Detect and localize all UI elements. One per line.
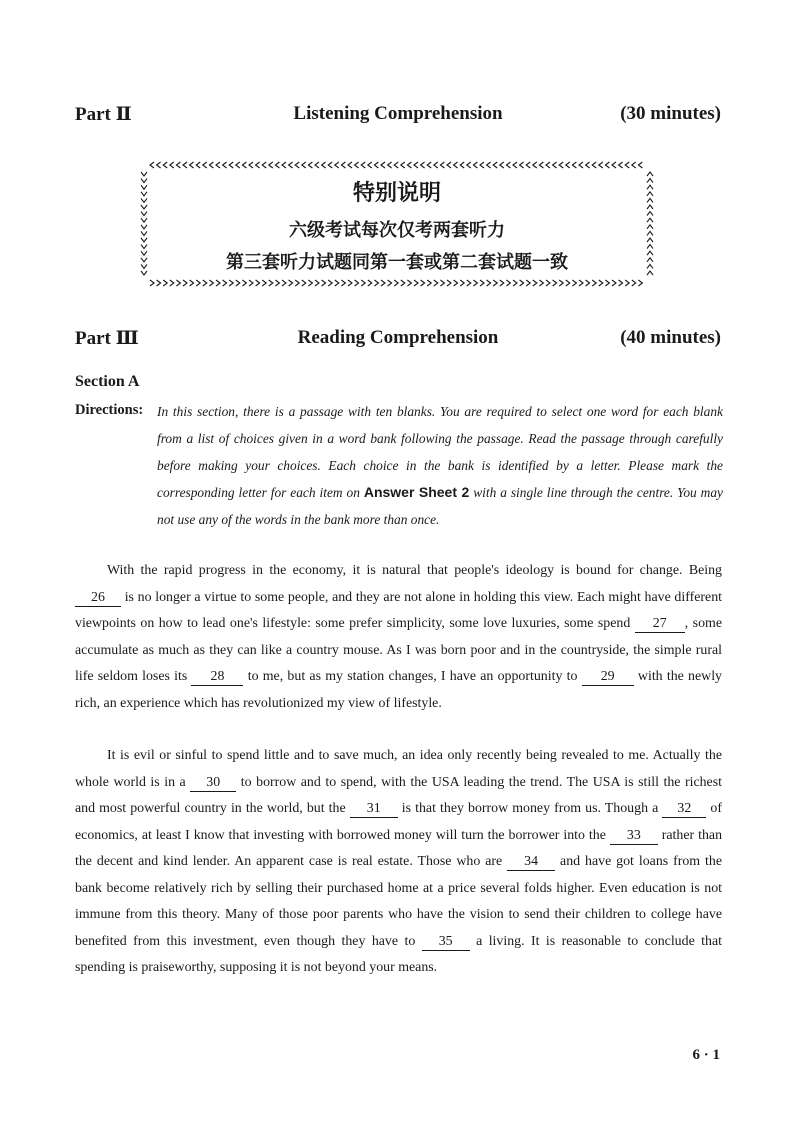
directions-text (157, 399, 723, 534)
p1-text-4: with the newly rich, an experience which has revolutionized my view of lifestyle. (75, 669, 723, 711)
p2-text-5: and have got loans from the bank become relatively rich by selling their purchased home at a price several folds higher. Even education is not immune from this theory. Many of those poor parents who have the vision to send their children to college have benefited from this investment, even though they have to (75, 854, 723, 949)
part-2-label: Part Ⅱ (75, 104, 132, 125)
p1-text-3: to me, but as my station changes, I have an opportunity to (243, 669, 582, 684)
part-2-header (75, 103, 721, 131)
directions-text-1: In this section, there is a passage with ten blanks. You are required to select one word for each blank from a list of choices given in a word bank following the passage. Read the passage through carefully before making your choices. Each choice in the bank is identified by a letter. Please mark the corresponding letter for each item on (157, 404, 723, 501)
passage-paragraph-2 (75, 743, 722, 982)
blank-34: 34 (507, 853, 555, 871)
directions-text-2: with a single line through the centre. You may not use any of the words in the bank more than once. (157, 485, 723, 528)
blank-26: 26 (75, 589, 121, 607)
blank-30: 30 (190, 774, 236, 792)
notice-line-2: 第三套听力试题同第一套或第二套试题一致 (226, 252, 568, 273)
blank-29: 29 (582, 668, 634, 686)
part-3-label: Part Ⅲ (75, 328, 139, 349)
p2-text-2: is that they borrow money from us. Though a (397, 801, 663, 816)
notice-line-1: 六级考试每次仅考两套听力 (289, 220, 505, 241)
answer-sheet-label: Answer Sheet 2 (363, 484, 470, 501)
blank-32: 32 (662, 800, 706, 818)
blank-31: 31 (350, 800, 398, 818)
special-notice-box (140, 160, 654, 288)
p2-text-3: of economics, at least I know that investing with borrowed money will turn the borrower into the (75, 801, 722, 843)
blank-27: 27 (635, 615, 685, 633)
page-number: 6 · 1 (692, 1047, 720, 1063)
p2-text-6: a living. It is reasonable to conclude that spending is praiseworthy, supposing it is not beyond your means. (75, 933, 722, 975)
p2-text-4: rather than the decent and kind lender. An apparent case is real estate. Those who are (75, 827, 723, 869)
part-2-title: Listening Comprehension (293, 103, 503, 124)
blank-33: 33 (610, 827, 658, 845)
section-a-title: Section A (75, 373, 140, 390)
p1-text-2: , some accumulate as much as they can like a country mouse. As I was born poor and in the countryside, the simple rural life seldom loses its (75, 616, 722, 684)
part-3-time: (40 minutes) (620, 327, 721, 348)
directions-label: Directions: (75, 402, 144, 418)
part-2-time: (30 minutes) (620, 103, 721, 124)
p2-text-1: to borrow and to spend, with the USA leading the trend. The USA is still the richest and most powerful country in the world, but the (75, 774, 722, 816)
passage-paragraph-1 (75, 558, 722, 717)
notice-title: 特别说明 (352, 181, 441, 206)
p1-text-1: is no longer a virtue to some people, and they are not alone in holding this view. Each might have different viewpoints on how to lead one's lifestyle: some prefer simplicity, some love luxuries, some spend (75, 589, 722, 631)
p2-text-0: It is evil or sinful to spend little and to save much, an idea only recently being revealed to me. Actually the whole world is in a (75, 748, 722, 790)
p1-text-0: With the rapid progress in the economy, it is natural that people's ideology is bound for change. Being (107, 563, 722, 578)
part-3-title: Reading Comprehension (297, 327, 499, 348)
blank-35: 35 (422, 933, 470, 951)
part-3-header (75, 327, 721, 355)
blank-28: 28 (191, 668, 243, 686)
